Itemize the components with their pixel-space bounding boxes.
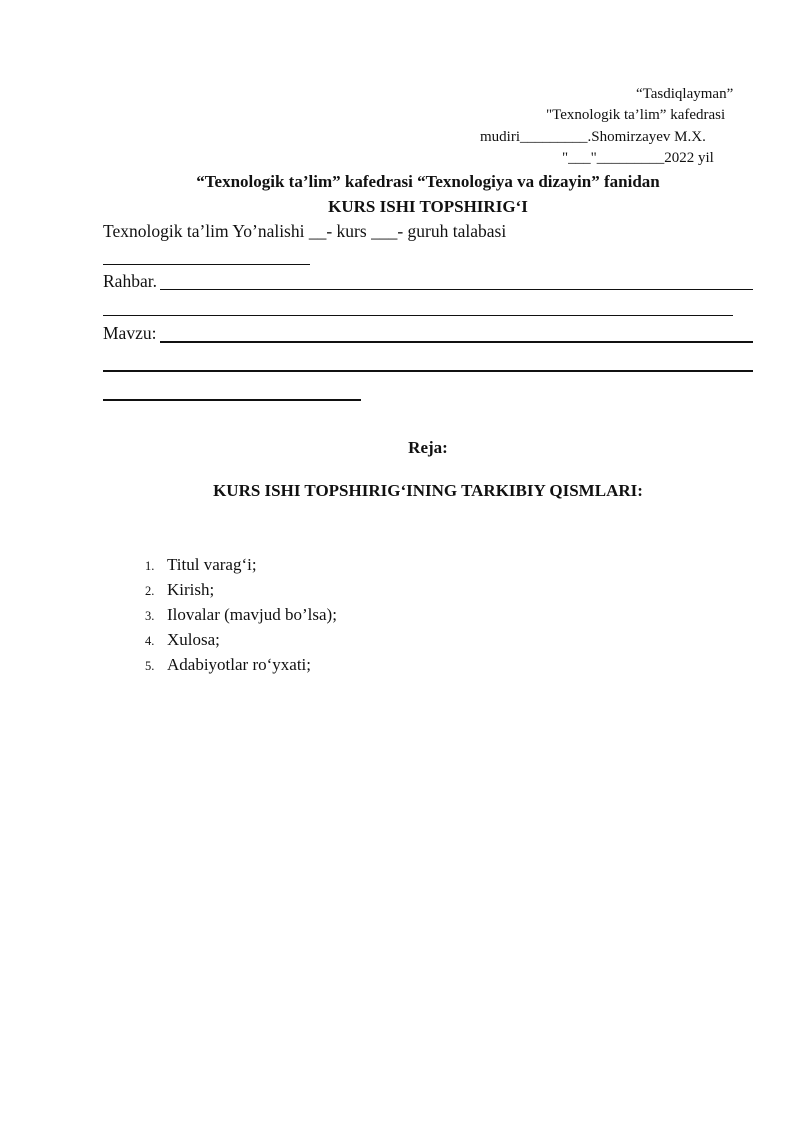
topic-blank-3 <box>103 399 361 401</box>
list-number: 2. <box>145 584 155 598</box>
list-text: Adabiyotlar ro‘yxati; <box>167 655 311 674</box>
list-item <box>145 580 214 600</box>
approval-line-2: "Texnologik ta’lim” kafedrasi <box>546 107 726 123</box>
approval-line-3: mudiri_________.Shomirzayev M.X. <box>480 129 706 145</box>
list-text: Xulosa; <box>167 630 220 649</box>
list-item <box>145 630 220 650</box>
list-item <box>145 555 257 575</box>
supervisor-blank <box>160 289 753 290</box>
list-number: 1. <box>145 559 155 573</box>
plan-heading: Reja: <box>408 438 448 457</box>
list-number: 4. <box>145 634 155 648</box>
document-title: KURS ISHI TOPSHIRIG‘I <box>328 197 528 216</box>
student-name-blank <box>103 264 310 265</box>
list-item <box>145 655 311 675</box>
supervisor-blank-2 <box>103 315 733 316</box>
list-text: Titul varag‘i; <box>167 555 257 574</box>
list-number: 5. <box>145 659 155 673</box>
list-text: Ilovalar (mavjud bo’lsa); <box>167 605 337 624</box>
student-line: Texnologik ta’lim Yo’nalishi __- kurs ___- guruh talabasi <box>103 221 507 241</box>
list-item <box>145 605 337 625</box>
topic-blank <box>160 341 753 343</box>
topic-blank-2 <box>103 370 753 372</box>
department-heading: “Texnologik ta’lim” kafedrasi “Texnologiya va dizayin” fanidan <box>196 172 660 191</box>
components-heading: KURS ISHI TOPSHIRIG‘INING TARKIBIY QISMLARI: <box>213 481 643 500</box>
approval-line-1: “Tasdiqlayman” <box>636 86 734 102</box>
list-text: Kirish; <box>167 580 215 599</box>
approval-line-4: "___"_________2022 yil <box>562 150 714 166</box>
list-number: 3. <box>145 609 155 623</box>
supervisor-label: Rahbar. <box>103 271 157 291</box>
topic-label: Mavzu: <box>103 323 157 343</box>
